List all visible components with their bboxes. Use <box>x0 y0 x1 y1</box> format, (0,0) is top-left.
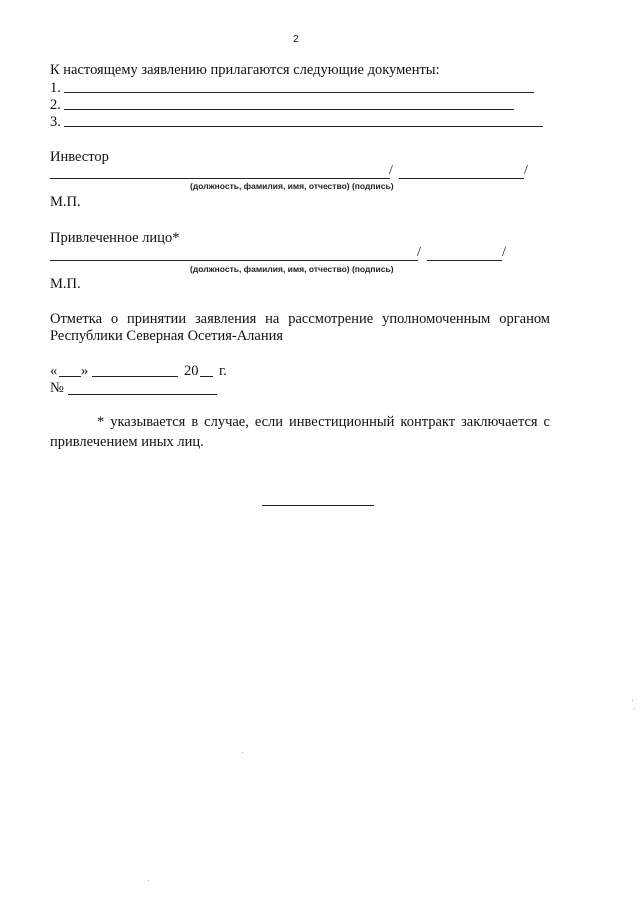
involved-name-line <box>50 260 418 261</box>
investor-stamp: М.П. <box>50 194 81 210</box>
involved-stamp: М.П. <box>50 276 81 292</box>
date-year-prefix: 20 <box>184 363 199 379</box>
acceptance-text-line-1-content: Отметка о принятии заявления на рассмотрение уполномоченным органом <box>50 311 550 327</box>
attachment-item-3-number: 3. <box>50 114 61 130</box>
attachments-intro: К настоящему заявлению прилагаются следующие документы: <box>50 62 440 78</box>
page-number: 2 <box>293 33 299 45</box>
footnote-line-1 <box>50 414 550 430</box>
investor-label: Инвестор <box>50 149 109 165</box>
investor-slash-1: / <box>389 163 393 178</box>
involved-slash-2: / <box>502 245 506 260</box>
acceptance-text-line-2: Республики Северная Осетия-Алания <box>50 328 284 344</box>
footnote-line-2: привлечением иных лиц. <box>50 434 204 450</box>
scan-speck <box>148 880 149 881</box>
investor-caption: (должность, фамилия, имя, отчество) (подпись) <box>190 181 394 191</box>
attachment-item-3-line <box>64 126 543 127</box>
number-line <box>68 394 217 395</box>
acceptance-text-line-1 <box>50 311 550 327</box>
date-open-quote: « <box>50 363 58 379</box>
attachment-item-2-number: 2. <box>50 97 61 113</box>
involved-caption: (должность, фамилия, имя, отчество) (подпись) <box>190 264 394 274</box>
involved-signature-line <box>427 260 502 261</box>
scan-speck <box>242 752 243 753</box>
scan-speck <box>634 708 635 709</box>
number-sign: № <box>50 380 64 396</box>
investor-signature-line <box>399 178 524 179</box>
footnote-line-1-content: * указывается в случае, если инвестиционный контракт заключается с <box>97 414 550 430</box>
date-year-suffix: г. <box>219 363 227 379</box>
involved-person-label: Привлеченное лицо* <box>50 230 180 246</box>
involved-slash-1: / <box>417 245 421 260</box>
end-separator <box>262 505 374 506</box>
attachment-item-1-number: 1. <box>50 80 61 96</box>
investor-slash-2: / <box>524 163 528 178</box>
date-year-line <box>200 376 213 377</box>
scan-speck <box>632 700 633 701</box>
date-month-line <box>92 376 178 377</box>
date-close-quote: » <box>81 363 89 379</box>
attachment-item-1-line <box>64 92 534 93</box>
date-day-line <box>59 376 81 377</box>
investor-name-line <box>50 178 390 179</box>
attachment-item-2-line <box>64 109 514 110</box>
